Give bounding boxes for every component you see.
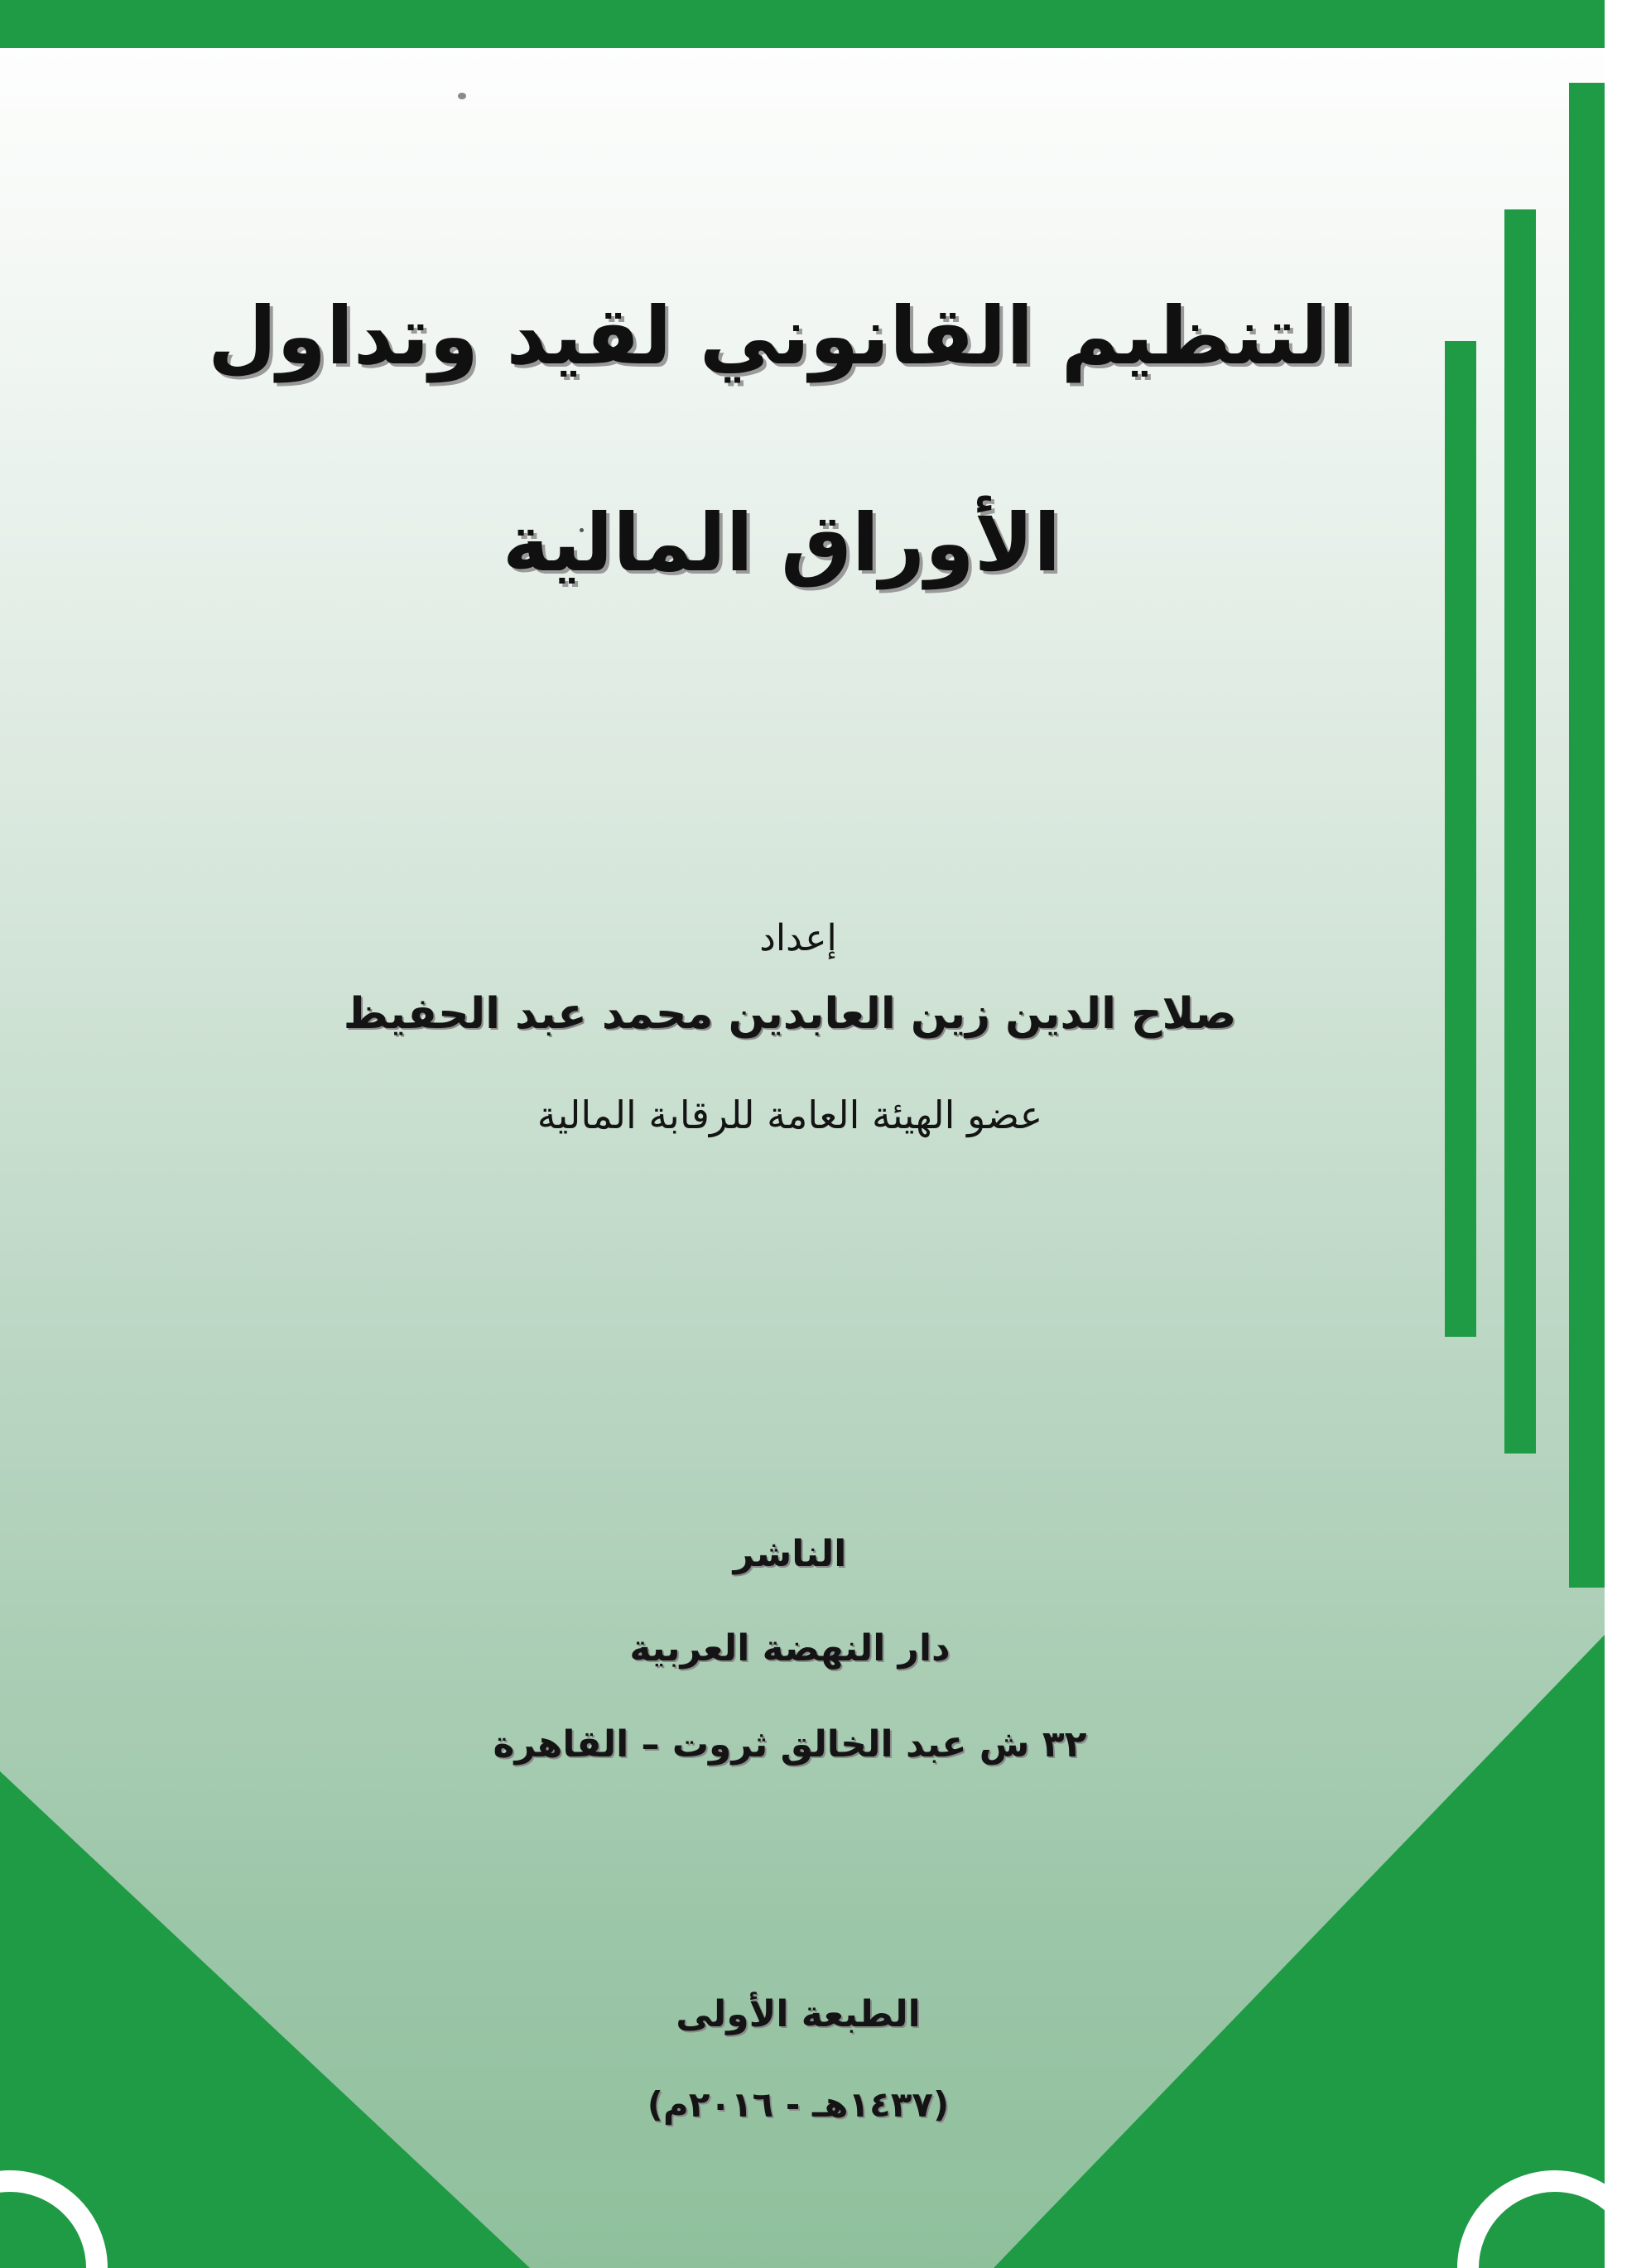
publisher-name: دار النهضة العربية (629, 1627, 951, 1670)
book-title-line-2: الأوراق المالية (502, 497, 1061, 589)
publisher-label: الناشر (733, 1533, 847, 1575)
edition-label: الطبعة الأولى (676, 1993, 921, 2035)
author-name: صلاح الدين زين العابدين محمد عبد الحفيظ (343, 989, 1237, 1039)
book-title-line-1: التنظيم القانوني لقيد وتداول (208, 290, 1355, 382)
prepared-by-label: إعداد (759, 917, 837, 959)
scan-speck (458, 93, 466, 99)
edition-date: (١٤٣٧هـ - ٢٠١٦م) (647, 2084, 950, 2125)
author-role: عضو الهيئة العامة للرقابة المالية (537, 1093, 1043, 1137)
publisher-address: ٣٢ ش عبد الخالق ثروت – القاهرة (493, 1723, 1087, 1766)
